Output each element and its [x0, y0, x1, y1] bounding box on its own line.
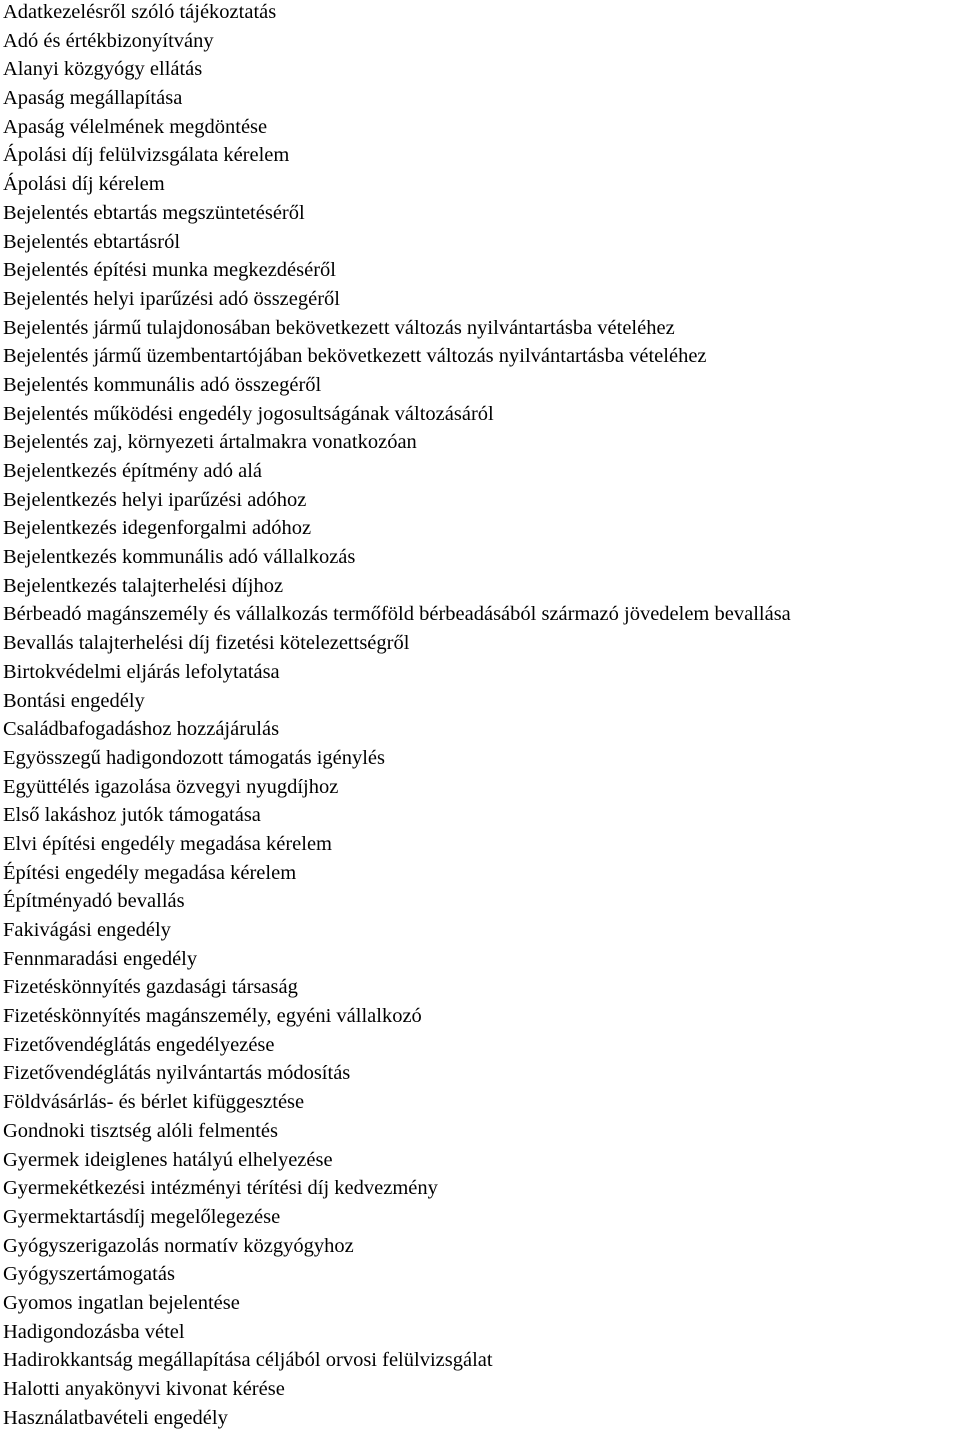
list-item: Fizetővendéglátás engedélyezése	[3, 1033, 275, 1056]
list-item: Első lakáshoz jutók támogatása	[3, 804, 261, 827]
list-item: Fizetéskönnyítés magánszemély, egyéni vállalkozó	[3, 1005, 422, 1028]
list-item: Bejelentés zaj, környezeti ártalmakra vonatkozóan	[3, 431, 417, 454]
list-item: Fizetővendéglátás nyilvántartás módosítás	[3, 1062, 351, 1085]
list-item: Bejelentés kommunális adó összegéről	[3, 373, 322, 396]
list-item: Bejelentkezés kommunális adó vállalkozás	[3, 546, 356, 569]
list-item: Alanyi közgyógy ellátás	[3, 58, 203, 81]
list-item: Fennmaradási engedély	[3, 947, 198, 970]
list-item: Ápolási díj felülvizsgálata kérelem	[3, 144, 290, 167]
list-item: Gyermektartásdíj megelőlegezése	[3, 1205, 281, 1228]
list-item: Bejelentkezés helyi iparűzési adóhoz	[3, 488, 307, 511]
list-item: Ápolási díj kérelem	[3, 173, 165, 196]
list-item: Apaság megállapítása	[3, 87, 183, 110]
list-item: Apaság vélelmének megdöntése	[3, 115, 268, 138]
list-item: Gyomos ingatlan bejelentése	[3, 1291, 240, 1314]
list-item: Gyógyszertámogatás	[3, 1263, 175, 1286]
list-item: Gyermek ideiglenes hatályú elhelyezése	[3, 1148, 333, 1171]
list-item: Fakivágási engedély	[3, 919, 171, 941]
list-item: Adó és értékbizonyítvány	[3, 29, 214, 52]
list-item: Gyermekétkezési intézményi térítési díj kedvezmény	[3, 1177, 438, 1200]
list-item: Használatbavételi engedély	[3, 1406, 228, 1429]
list-item: Bejelentés ebtartásról	[3, 230, 181, 253]
list-item: Bejelentés jármű tulajdonosában bekövetkezett változás nyilvántartásba vételéhez	[3, 316, 675, 339]
list-item: Halotti anyakönyvi kivonat kérése	[3, 1378, 285, 1400]
list-item: Építési engedély megadása kérelem	[3, 861, 297, 884]
list-item: Bontási engedély	[3, 689, 145, 712]
list-item: Bejelentkezés talajterhelési díjhoz	[3, 574, 284, 597]
list-item: Bejelentkezés idegenforgalmi adóhoz	[3, 517, 312, 540]
list-item: Adatkezelésről szóló tájékoztatás	[3, 1, 277, 23]
list-item: Bejelentés ebtartás megszüntetéséről	[3, 201, 305, 224]
list-item: Fizetéskönnyítés gazdasági társaság	[3, 976, 298, 999]
document-item-list	[3, 0, 960, 1432]
list-item: Gyógyszerigazolás normatív közgyógyhoz	[3, 1234, 354, 1257]
list-item: Bérbeadó magánszemély és vállalkozás termőföld bérbeadásából származó jövedelem bevallása	[3, 603, 791, 626]
list-item: Gondnoki tisztség alóli felmentés	[3, 1119, 278, 1142]
list-item: Bejelentés helyi iparűzési adó összegéről	[3, 287, 340, 310]
list-item: Birtokvédelmi eljárás lefolytatása	[3, 660, 280, 683]
list-item: Hadigondozásba vétel	[3, 1320, 185, 1343]
list-item: Építményadó bevallás	[3, 890, 185, 913]
list-item: Bejelentkezés építmény adó alá	[3, 460, 262, 482]
list-item: Földvásárlás- és bérlet kifüggesztése	[3, 1091, 305, 1114]
list-item: Bejelentés működési engedély jogosultságának változásáról	[3, 402, 494, 425]
list-item: Bejelentés építési munka megkezdéséről	[3, 259, 337, 282]
list-item: Hadirokkantság megállapítása céljából orvosi felülvizsgálat	[3, 1349, 493, 1372]
list-item: Családbafogadáshoz hozzájárulás	[3, 718, 280, 741]
list-item: Elvi építési engedély megadása kérelem	[3, 832, 333, 855]
list-item: Bevallás talajterhelési díj fizetési kötelezettségről	[3, 632, 410, 655]
list-item: Bejelentés jármű üzembentartójában bekövetkezett változás nyilvántartásba vételéhez	[3, 345, 707, 368]
list-item: Együttélés igazolása özvegyi nyugdíjhoz	[3, 775, 339, 798]
list-item: Egyösszegű hadigondozott támogatás igénylés	[3, 746, 386, 769]
